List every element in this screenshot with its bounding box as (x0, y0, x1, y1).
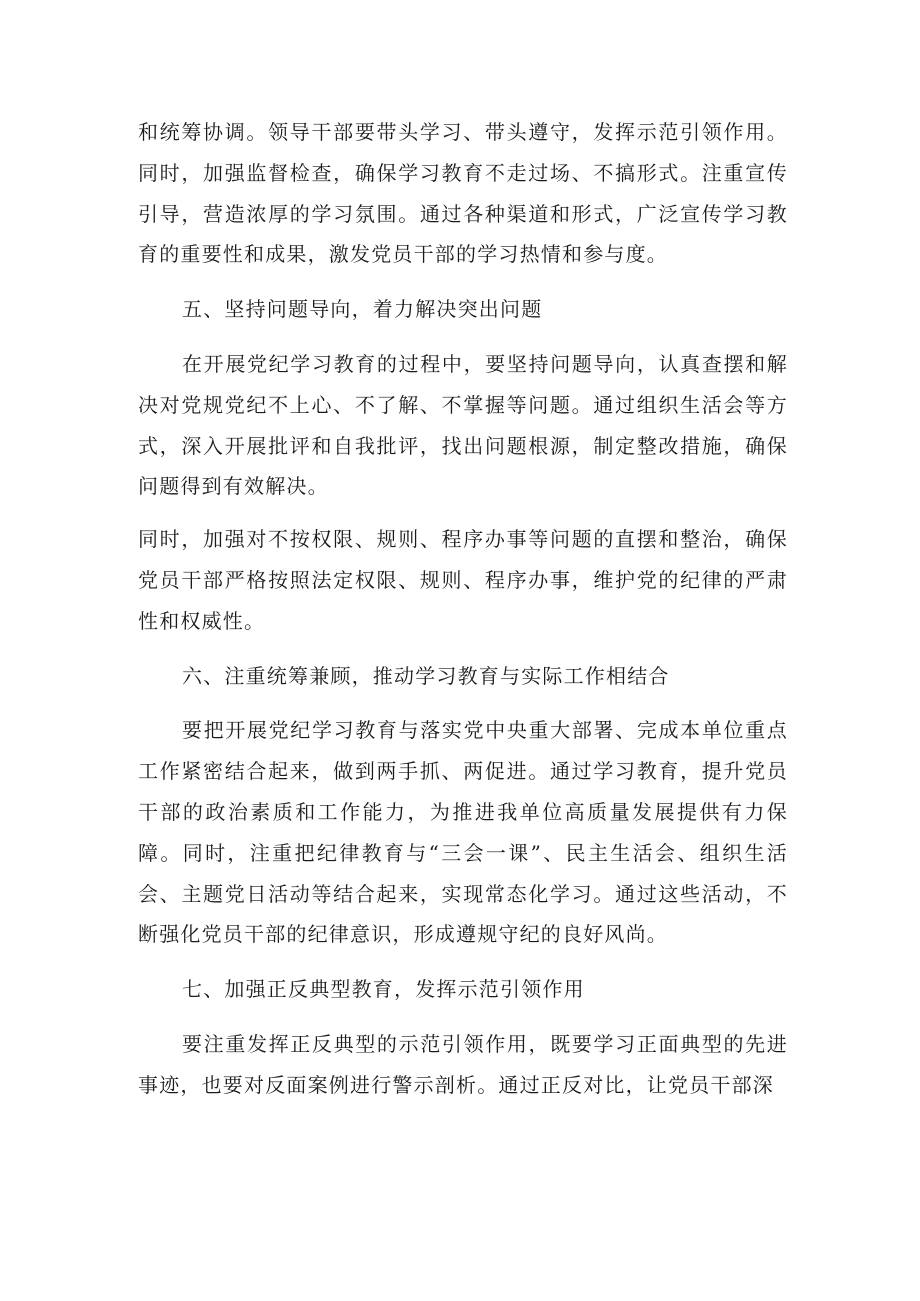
section-heading-seven: 七、加强正反典型教育，发挥示范引领作用 (182, 977, 585, 1002)
section-heading-five: 五、坚持问题导向，着力解决突出问题 (182, 297, 543, 322)
paragraph-typical-examples: 要注重发挥正反典型的示范引领作用，既要学习正面典型的先进事迹，也要对反面案例进行警示剖析。通过正反对比，让党员干部深 (138, 1031, 788, 1097)
paragraph-continued: 和统筹协调。领导干部要带头学习、带头遵守，发挥示范引领作用。同时，加强监督检查，确保学习教育不走过场、不搞形式。注重宣传引导，营造浓厚的学习氛围。通过各种渠道和形式，广泛宣传学习教育的重要性和成果，激发党员干部的学习热情和参与度。 (138, 120, 788, 267)
paragraph-rectification: 同时，加强对不按权限、规则、程序办事等问题的直摆和整治，确保党员干部严格按照法定权限、规则、程序办事，维护党的纪律的严肃性和权威性。 (138, 527, 788, 633)
paragraph-problem-orientation: 在开展党纪学习教育的过程中，要坚持问题导向，认真查摆和解决对党规党纪不上心、不了解、不掌握等问题。通过组织生活会等方式，深入开展批评和自我批评，找出问题根源，制定整改措施，确保问题得到有效解决。 (138, 351, 788, 499)
section-heading-six: 六、注重统筹兼顾，推动学习教育与实际工作相结合 (182, 663, 670, 688)
document-body (138, 112, 788, 1106)
paragraph-integration: 要把开展党纪学习教育与落实党中央重大部署、完成本单位重点工作紧密结合起来，做到两手抓、两促进。通过学习教育，提升党员干部的政治素质和工作能力，为推进我单位高质量发展提供有力保障。同时，注重把纪律教育与“三会一课”、民主生活会、组织生活会、主题党日活动等结合起来，实现常态化学习。通过这些活动，不断强化党员干部的纪律意识，形成遵规守纪的良好风尚。 (138, 718, 788, 947)
